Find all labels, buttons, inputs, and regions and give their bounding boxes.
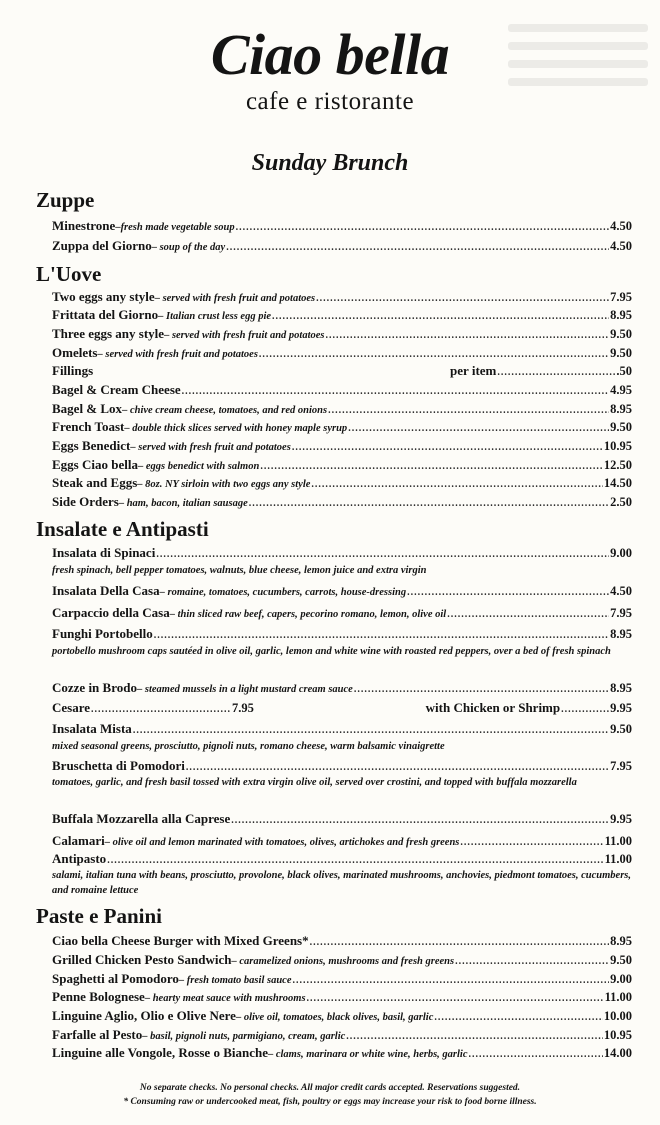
menu-item: Zuppa del Giorno – soup of the day ..... 4.50 xyxy=(52,237,632,255)
menu-item: Farfalle al Pesto – basil, pignoli nuts, parmigiano, cream, garlic ..... 10.95 xyxy=(52,1026,632,1044)
menu-item: Insalata Della Casa – romaine, tomatoes, cucumbers, carrots, house-dressing ..... 4.50 xyxy=(52,582,632,600)
section-title-insalate: Insalate e Antipasti xyxy=(36,517,209,541)
menu-item: French Toast – double thick slices served with honey maple syrup ..... 9.50 xyxy=(52,418,632,436)
item-description: fresh spinach, bell pepper tomatoes, walnuts, blue cheese, lemon juice and extra virgin xyxy=(52,565,427,576)
menu-item: Side Orders – ham, bacon, italian sausage ..... 2.50 xyxy=(52,493,632,511)
menu-item: Cozze in Brodo – steamed mussels in a light mustard cream sauce ..... 8.95 xyxy=(52,679,632,697)
menu-item: Bagel & Cream Cheese ..... 4.95 xyxy=(52,381,632,399)
menu-item: Buffala Mozzarella alla Caprese ..... 9.95 xyxy=(52,810,632,828)
menu-item: Insalata Mista ..... 9.50 xyxy=(52,720,632,738)
menu-item: Bagel & Lox – chive cream cheese, tomatoes, and red onions ..... 8.95 xyxy=(52,400,632,418)
menu-item: Insalata di Spinaci ..... 9.00 xyxy=(52,544,632,562)
section-title-paste: Paste e Panini xyxy=(36,904,162,928)
menu-item: Linguine Aglio, Olio e Olive Nere – olive oil, tomatoes, black olives, basil, garlic ..... 10.00 xyxy=(52,1007,632,1025)
menu-title: Sunday Brunch xyxy=(251,150,409,176)
menu-item-cesare: Cesare ..... 7.95 with Chicken or Shrimp ..... 9.95 xyxy=(52,699,632,717)
menu-item: Penne Bolognese – hearty meat sauce with mushrooms ..... 11.00 xyxy=(52,988,632,1006)
menu-item: Steak and Eggs – 8oz. NY sirloin with two eggs any style ..... 14.50 xyxy=(52,474,632,492)
section-title-uove: L'Uove xyxy=(36,262,102,286)
menu-item: Frittata del Giorno – Italian crust less egg pie ..... 8.95 xyxy=(52,306,632,324)
menu-item: Bruschetta di Pomodori ..... 7.95 xyxy=(52,757,632,775)
menu-item: Funghi Portobello ..... 8.95 xyxy=(52,625,632,643)
menu-item: Calamari – olive oil and lemon marinated with tomatoes, olives, artichokes and fresh greens ..... 11.00 xyxy=(52,832,632,850)
footer-health-warning: * Consuming raw or undercooked meat, fish, poultry or eggs may increase your risk to food borne illness. xyxy=(123,1097,537,1107)
menu-item: Grilled Chicken Pesto Sandwich – caramelized onions, mushrooms and fresh greens ..... 9.50 xyxy=(52,951,632,969)
menu-item: Omelets – served with fresh fruit and potatoes ..... 9.50 xyxy=(52,344,632,362)
menu-item: Minestrone –fresh made vegetable soup ..... 4.50 xyxy=(52,217,632,235)
menu-item: Ciao bella Cheese Burger with Mixed Greens* ..... 8.95 xyxy=(52,932,632,950)
footer-policy-note: No separate checks. No personal checks. All major credit cards accepted. Reservations suggested. xyxy=(139,1083,521,1093)
menu-item: Eggs Benedict – served with fresh fruit and potatoes ..... 10.95 xyxy=(52,437,632,455)
menu-item: Two eggs any style – served with fresh fruit and potatoes ..... 7.95 xyxy=(52,288,632,306)
item-description: salami, italian tuna with beans, prosciutto, provolone, black olives, marinated mushrooms, anchovies, piedmont tomatoes, cucumbers, and romaine lettuce xyxy=(52,870,632,896)
menu-item: Eggs Ciao bella – eggs benedict with salmon ..... 12.50 xyxy=(52,456,632,474)
item-description: portobello mushroom caps sautéed in olive oil, garlic, lemon and white wine with roasted red peppers, over a bed of fresh spinach xyxy=(52,646,611,657)
menu-item-fillings: Fillings per item ..... .50 xyxy=(52,362,632,380)
item-description: mixed seasonal greens, prosciutto, pignoli nuts, romano cheese, warm balsamic vinaigrette xyxy=(52,741,445,752)
menu-item: Antipasto ..... 11.00 xyxy=(52,850,632,868)
menu-item: Three eggs any style – served with fresh fruit and potatoes ..... 9.50 xyxy=(52,325,632,343)
restaurant-subtitle: cafe e ristorante xyxy=(245,88,415,115)
section-title-zuppe: Zuppe xyxy=(36,188,95,212)
item-description: tomatoes, garlic, and fresh basil tossed with extra virgin olive oil, served over crostini, and topped with buffala mozzarella xyxy=(52,777,577,788)
restaurant-name: Ciao bella xyxy=(210,22,450,87)
menu-item: Spaghetti al Pomodoro – fresh tomato basil sauce ..... 9.00 xyxy=(52,970,632,988)
menu-item: Carpaccio della Casa – thin sliced raw beef, capers, pecorino romano, lemon, olive oil ..... 7.95 xyxy=(52,604,632,622)
menu-item: Linguine alle Vongole, Rosse o Bianche – clams, marinara or white wine, herbs, garlic ..... 14.00 xyxy=(52,1044,632,1062)
